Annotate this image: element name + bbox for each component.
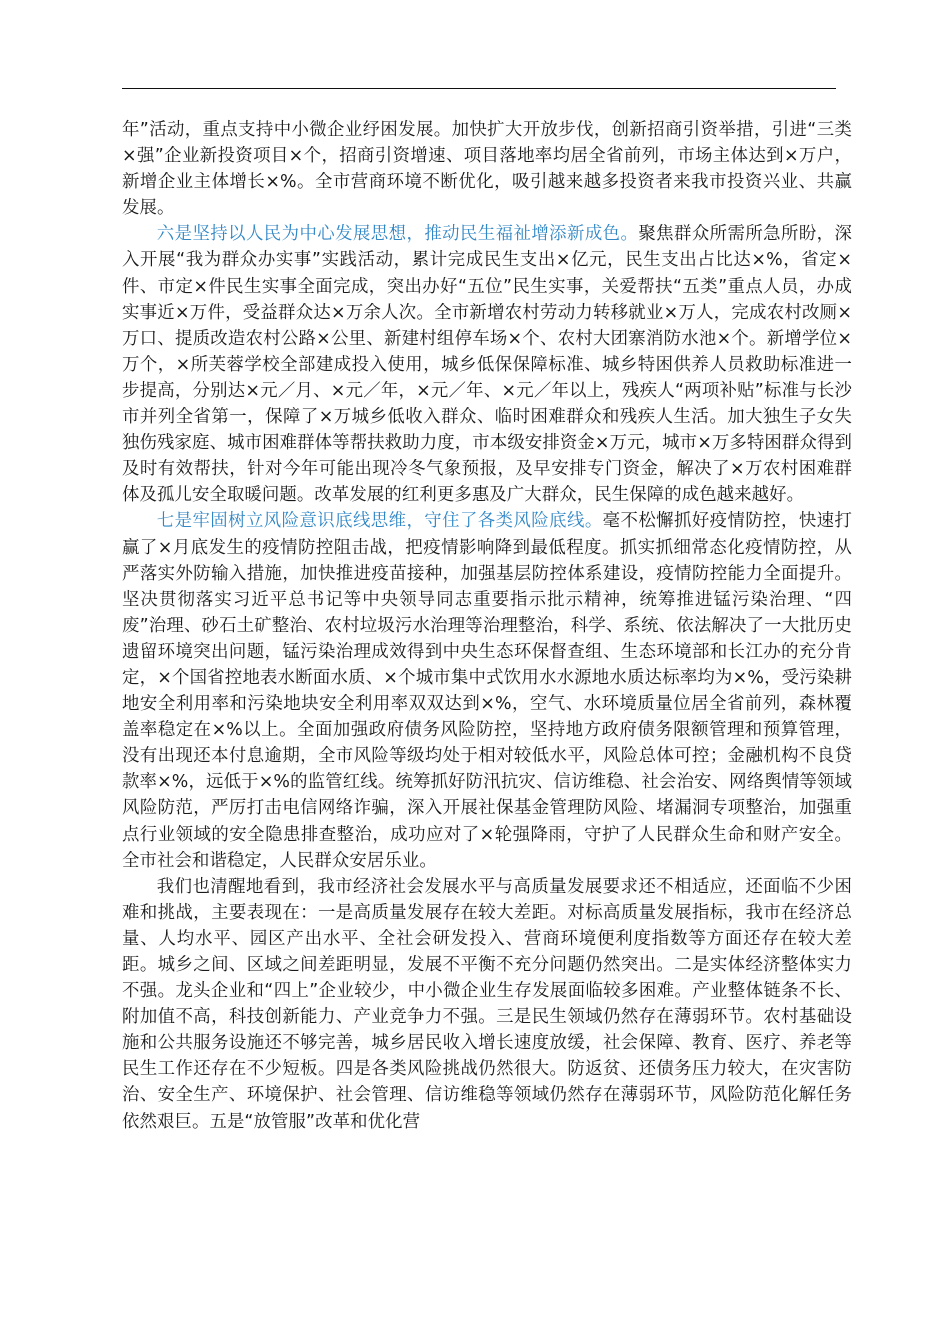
document-body — [122, 117, 852, 1135]
paragraph-challenges: 我们也清醒地看到，我市经济社会发展水平与高质量发展要求还不相适应，还面临不少困难和挑战，主要表现在：一是高质量发展存在较大差距。对标高质量发展指标，我市在经济总量、人均水平、园区产出水平、全社会研发投入、营商环境便利度指数等方面还存在较大差距。城乡之间、区域之间差距明显，发展不平衡不充分问题仍然突出。二是实体经济整体实力不强。龙头企业和“四上”企业较少，中小微企业生存发展面临较多困难。产业整体链条不长、附加值不高，科技创新能力、产业竞争力不强。三是民生领域仍然存在薄弱环节。农村基础设施和公共服务设施还不够完善，城乡居民收入增长速度放缓，社会保障、教育、医疗、养老等民生工作还存在不少短板。四是各类风险挑战仍然很大。防返贫、还债务压力较大，在灾害防治、安全生产、环境保护、社会管理、信访维稳等领域仍然存在薄弱环节，风险防范化解任务依然艰巨。五是“放管服”改革和优化营 — [122, 876, 852, 1132]
paragraph-six — [122, 221, 852, 508]
paragraph-six-body: 聚焦群众所需所急所盼，深入开展“我为群众办实事”实践活动，累计完成民生支出×亿元，民生支出占比达×%，省定×件、市定×件民生实事全面完成，突出办好“五位”民生实事，关爱帮扶“五类”重点人员，办成实事近×万件，受益群众达×万余人次。全市新增农村劳动力转移就业×万人，完成农村改厕×万口、提质改造农村公路×公里、新建村组停车场×个、农村大团寨消防水池×个。新增学位×万个，×所芙蓉学校全部建成投入使用，城乡低保保障标准、城乡特困供养人员救助标准进一步提高，分别达×元／月、×元／年，×元／年、×元／年以上，残疾人“两项补贴”标准与长沙市并列全省第一，保障了×万城乡低收入群众、临时困难群众和残疾人生活。加大独生子女失独伤残家庭、城市困难群体等帮扶救助力度，市本级安排资金×万元，城市×万多特困群众得到及时有效帮扶，针对今年可能出现冷冬气象预报，及早安排专门资金，解决了×万农村困难群体及孤儿安全取暖问题。改革发展的红利更多惠及广大群众，民生保障的成色越来越好。 — [122, 224, 852, 506]
section-heading-six: 六是坚持以人民为中心发展思想，推动民生福祉增添新成色。 — [156, 224, 639, 245]
header-rule — [122, 88, 836, 89]
section-heading-seven: 七是牢固树立风险意识底线思维，守住了各类风险底线。 — [156, 511, 603, 532]
paragraph-seven-body: 毫不松懈抓好疫情防控，快速打赢了×月底发生的疫情防控阻击战，把疫情影响降到最低程度。抓实抓细常态化疫情防控，从严落实外防输入措施，加快推进疫苗接种，加强基层防控体系建设，疫情防控能力全面提升。坚决贯彻落实习近平总书记等中央领导同志重要指示批示精神，统筹推进锰污染治理、“四废”治理、砂石土矿整治、农村垃圾污水治理等治理整治，科学、系统、依法解决了一大批历史遗留环境突出问题，锰污染治理成效得到中央生态环保督查组、生态环境部和长江办的充分肯定，×个国省控地表水断面水质、×个城市集中式饮用水水源地水质达标率均为×%，受污染耕地安全利用率和污染地块安全利用率双双达到×%，空气、水环境质量位居全省前列，森林覆盖率稳定在×%以上。全面加强政府债务风险防控，坚持地方政府债务限额管理和预算管理，没有出现还本付息逾期，全市风险等级均处于相对较低水平，风险总体可控；金融机构不良贷款率×%，远低于×%的监管红线。统筹抓好防汛抗灾、信访维稳、社会治安、网络舆情等领域风险防范，严厉打击电信网络诈骗，深入开展社保基金管理防风险、堵漏洞专项整治，加强重点行业领域的安全隐患排查整治，成功应对了×轮强降雨，守护了人民群众生命和财产安全。全市社会和谐稳定，人民群众安居乐业。 — [122, 511, 852, 871]
paragraph-seven — [122, 508, 852, 873]
paragraph-continuation: 年”活动，重点支持中小微企业纾困发展。加快扩大开放步伐，创新招商引资举措，引进“三类×强”企业新投资项目×个，招商引资增速、项目落地率均居全省前列，市场主体达到×万户，新增企业主体增长×%。全市营商环境不断优化，吸引越来越多投资者来我市投资兴业、共赢发展。 — [122, 120, 852, 219]
